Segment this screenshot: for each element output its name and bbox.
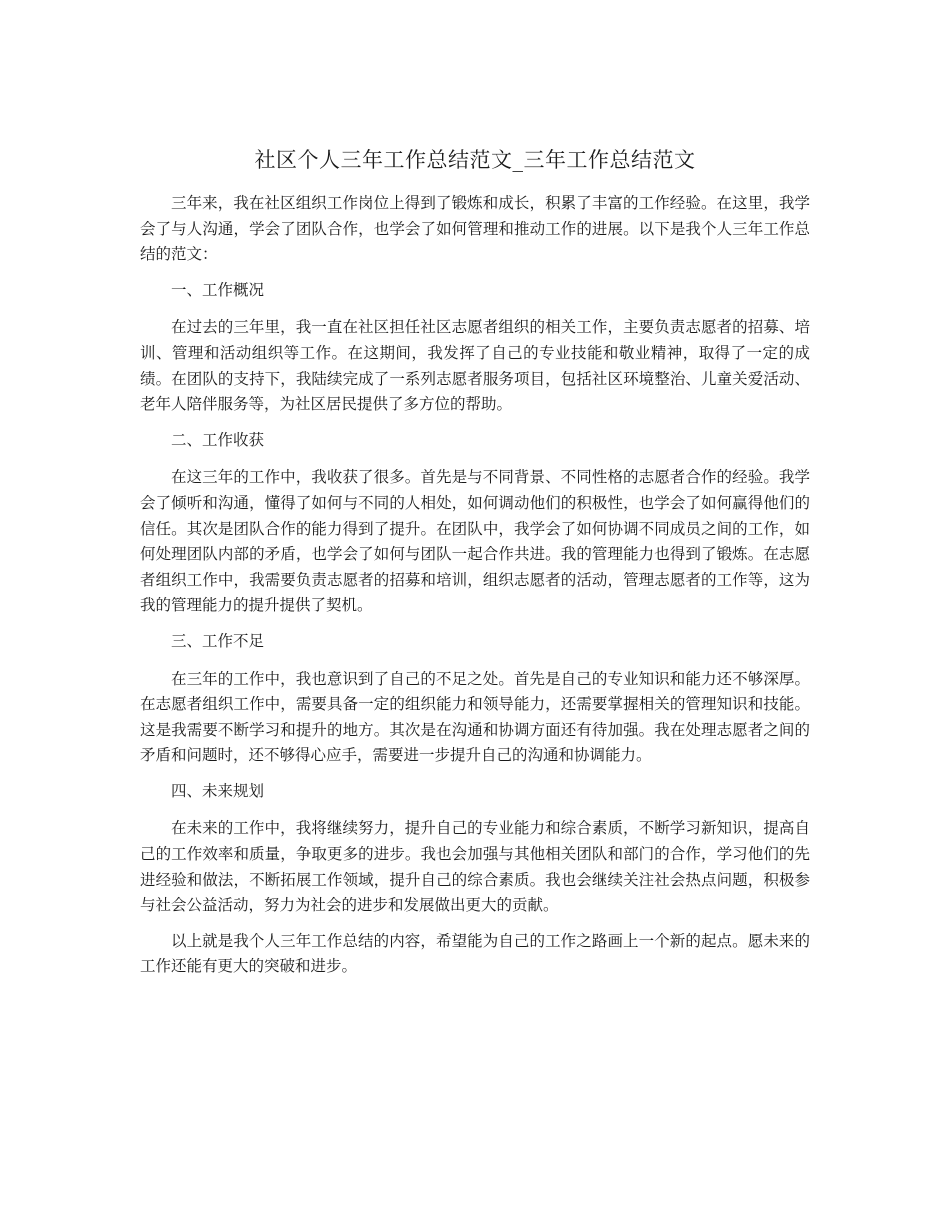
section-body-gains: 在这三年的工作中，我收获了很多。首先是与不同背景、不同性格的志愿者合作的经验。我学会了倾听和沟通，懂得了如何与不同的人相处，如何调动他们的积极性，也学会了如何赢得他们的信任。其次是团队合作的能力得到了提升。在团队中，我学会了如何协调不同成员之间的工作，如何处理团队内部的矛盾，也学会了如何与团队一起合作共进。我的管理能力也得到了锻炼。在志愿者组织工作中，我需要负责志愿者的招募和培训，组织志愿者的活动，管理志愿者的工作等，这为我的管理能力的提升提供了契机。 (140, 468, 810, 615)
section-heading-future-plan: 四、未来规划 (171, 781, 265, 800)
intro-paragraph: 三年来，我在社区组织工作岗位上得到了锻炼和成长，积累了丰富的工作经验。在这里，我学会了与人沟通，学会了团队合作，也学会了如何管理和推动工作的进展。以下是我个人三年工作总结的范文： (140, 194, 810, 264)
section-body-shortcomings: 在三年的工作中，我也意识到了自己的不足之处。首先是自己的专业知识和能力还不够深厚。在志愿者组织工作中，需要具备一定的组织能力和领导能力，还需要掌握相关的管理知识和技能。这是我需要不断学习和提升的地方。其次是在沟通和协调方面还有待加强。我在处理志愿者之间的矛盾和问题时，还不够得心应手，需要进一步提升自己的沟通和协调能力。 (140, 669, 810, 765)
document-title: 社区个人三年工作总结范文_三年工作总结范文 (254, 148, 696, 172)
section-body-future-plan: 在未来的工作中，我将继续努力，提升自己的专业能力和综合素质，不断学习新知识，提高自己的工作效率和质量，争取更多的进步。我也会加强与其他相关团队和部门的合作，学习他们的先进经验和做法，不断拓展工作领域，提升自己的综合素质。我也会继续关注社会热点问题，积极参与社会公益活动，努力为社会的进步和发展做出更大的贡献。 (140, 819, 810, 915)
section-heading-shortcomings: 三、工作不足 (171, 631, 265, 650)
document-page (140, 143, 810, 990)
section-heading-gains: 二、工作收获 (171, 430, 265, 449)
section-heading-overview: 一、工作概况 (171, 280, 265, 299)
section-body-overview: 在过去的三年里，我一直在社区担任社区志愿者组织的相关工作，主要负责志愿者的招募、培训、管理和活动组织等工作。在这期间，我发挥了自己的专业技能和敬业精神，取得了一定的成绩。在团队的支持下，我陆续完成了一系列志愿者服务项目，包括社区环境整治、儿童关爱活动、老年人陪伴服务等，为社区居民提供了多方位的帮助。 (140, 318, 810, 414)
closing-paragraph: 以上就是我个人三年工作总结的内容，希望能为自己的工作之路画上一个新的起点。愿未来的工作还能有更大的突破和进步。 (140, 931, 810, 976)
